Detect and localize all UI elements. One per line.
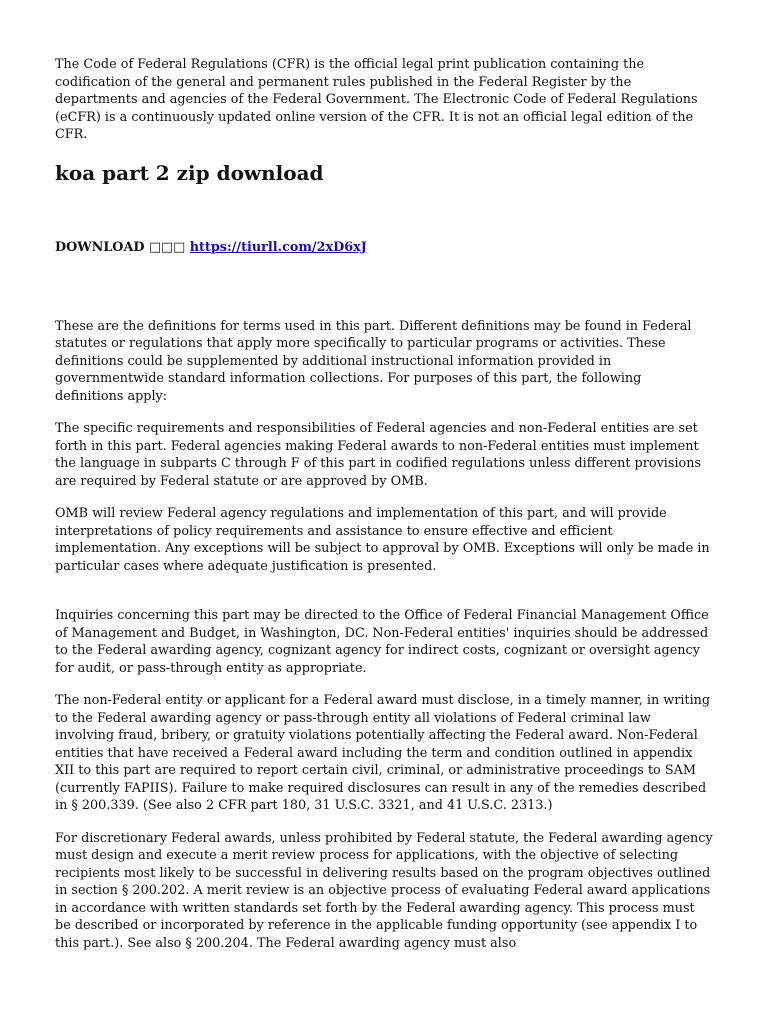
- intro-paragraph: The Code of Federal Regulations (CFR) is the official legal print publication containing the codification of the general and permanent rules published in the Federal Register by the departments and agencies of the Federal Government. The Electronic Code of Federal Regulations (eCFR) is a continuously updated online version of the CFR. It is not an official legal edition of the CFR.: [55, 57, 698, 142]
- document-page: [55, 56, 713, 952]
- disclosure-paragraph: The non-Federal entity or applicant for a Federal award must disclose, in a timely manner, in writing to the Federal awarding agency or pass-through entity all violations of Federal criminal law involving fraud, bribery, or gratuity violations potentially affecting the Federal award. Non-Federal entities that have received a Federal award including the term and condition outlined in appendix XII to this part are required to report certain civil, criminal, or administrative proceedings to SAM (currently FAPIIS). Failure to make required disclosures can result in any of the remedies described in § 200.339. (See also 2 CFR part 180, 31 U.S.C. 3321, and 41 U.S.C. 2313.): [55, 693, 711, 813]
- omb-review-paragraph: OMB will review Federal agency regulations and implementation of this part, and will provide interpretations of policy requirements and assistance to ensure effective and efficient implementation. Any exceptions will be subject to approval by OMB. Exceptions will only be made in particular cases where adequate justification is presented.: [55, 506, 710, 574]
- definitions-paragraph: These are the definitions for terms used in this part. Different definitions may be found in Federal statutes or regulations that apply more specifically to particular programs or activities. These definitions could be supplemented by additional instructional information provided in governmentwide standard information collections. For purposes of this part, the following definitions apply:: [55, 318, 692, 404]
- requirements-paragraph: The specific requirements and responsibilities of Federal agencies and non-Federal entities are set forth in this part. Federal agencies making Federal awards to non-Federal entities must implement the language in subparts C through F of this part in codified regulations unless different provisions are required by Federal statute or are approved by OMB.: [55, 421, 702, 489]
- inquiries-paragraph: Inquiries concerning this part may be directed to the Office of Federal Financial Management Office of Management and Budget, in Washington, DC. Non-Federal entities' inquiries should be addressed to the Federal awarding agency, cognizant agency for indirect costs, cognizant or oversight agency for audit, or pass-through entity as appropriate.: [55, 608, 709, 676]
- merit-review-paragraph: For discretionary Federal awards, unless prohibited by Federal statute, the Federal awarding agency must design and execute a merit review process for applications, with the objective of selecting recipients most likely to be successful in delivering results based on the program objectives outlined in section § 200.202. A merit review is an objective process of evaluating Federal award applications in accordance with written standards set forth by the Federal awarding agency. This process must be described or incorporated by reference in the applicable funding opportunity (see appendix I to this part.). See also § 200.204. The Federal awarding agency must also: [55, 830, 713, 951]
- download-link[interactable]: https://tiurll.com/2xD6xJ: [189, 239, 367, 255]
- page-title: koa part 2 zip download: [55, 160, 324, 185]
- download-label: DOWNLOAD: [55, 239, 145, 255]
- download-arrows: □□□: [148, 239, 186, 255]
- download-line: [55, 239, 713, 256]
